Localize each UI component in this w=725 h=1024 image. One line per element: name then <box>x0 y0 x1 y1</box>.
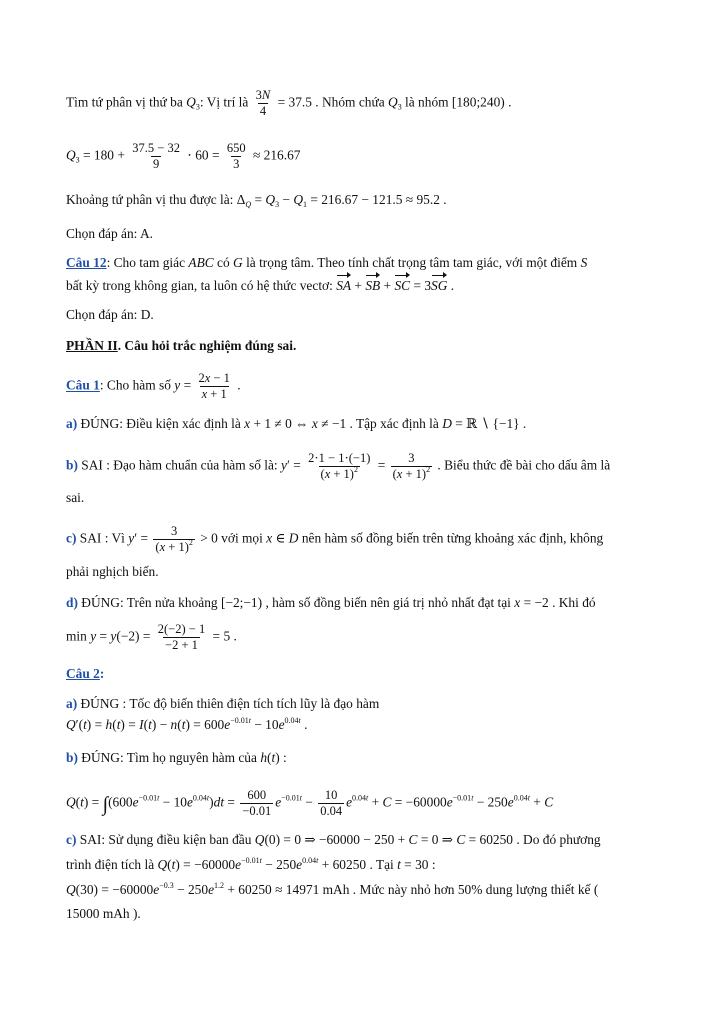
item-label: b) <box>66 457 78 473</box>
text-segment: Tìm tứ phân vị thứ ba <box>66 94 183 110</box>
text-segment: , hàm số đồng biến nên giá trị nhỏ nhất đạt tại <box>265 595 511 610</box>
text-segment: . Do đó phương <box>516 832 601 847</box>
fraction: $\frac{3N}{4}$ <box>255 88 271 118</box>
item-label: a) <box>66 696 78 711</box>
text-segment: bất kỳ trong không gian, ta luôn có hệ thức vectơ: <box>66 278 333 293</box>
text-segment: : Vị trí là <box>199 94 249 110</box>
text-segment: : Cho hàm số <box>99 377 171 393</box>
text-segment: SAI : Vì <box>79 530 125 546</box>
text-segment: Khoảng tứ phân vị thu được là: <box>66 192 234 207</box>
section-title: . Câu hỏi trắc nghiệm đúng sai. <box>117 338 297 353</box>
item-2c-line2: trình điện tích là $Q(t) = -60000e^{-0.01t} - 250e^{0.04t} + 60250$ . Tại t = 30 : <box>66 856 436 872</box>
item-1c-line2: phải nghịch biến. <box>66 564 159 579</box>
text-segment: ĐÚNG: Trên nửa khoảng <box>81 595 218 610</box>
text-segment: . Khi đó <box>552 595 596 610</box>
text-segment: : Cho tam giác <box>106 255 186 270</box>
question-12-line2: bất kỳ trong không gian, ta luôn có hệ thức vectơ: SA + SB + SC = 3SG . <box>66 278 455 293</box>
question-label: Câu 2 <box>66 666 100 681</box>
item-2a-formula: $Q'(t) = h(t) = I(t) - n(t) = 600e^{-0.01t} - 10e^{0.04t}$ . <box>66 716 308 732</box>
text-segment: SAI: Sử dụng điều kiện ban đầu <box>79 832 252 847</box>
text-segment: . Nhóm chứa <box>315 94 385 110</box>
item-1b-line2: sai. <box>66 490 85 505</box>
section-label: PHẦN II <box>66 338 118 353</box>
item-label: b) <box>66 750 78 765</box>
fraction: $\frac{2x - 1}{x + 1}$ <box>198 371 230 401</box>
text-segment: ĐÚNG: Điều kiện xác định là <box>80 416 241 431</box>
text-segment: . Mức này nhỏ hơn <box>352 882 455 897</box>
text-segment: . Tập xác định là <box>349 416 439 431</box>
text-segment: ĐÚNG: Tìm họ nguyên hàm của <box>81 750 257 765</box>
text-segment: với mọi <box>221 530 263 546</box>
item-2a <box>66 695 379 713</box>
fraction: $\frac{3}{(x + 1)^2}$ <box>155 524 193 554</box>
fraction: $\frac{600}{-0.01}$ <box>242 788 272 818</box>
text-segment: ĐÚNG : Tốc độ biến thiên điện tích tích lũy là đạo hàm <box>80 696 380 711</box>
text-segment: : <box>99 666 105 681</box>
item-label: c) <box>66 530 77 546</box>
text-segment: SAI : Đạo hàm chuẩn của hàm số là: <box>81 457 278 473</box>
text-segment: trình điện tích là <box>66 857 155 872</box>
item-2c-line3: $Q(30) = -60000e^{-0.3} - 250e^{1.2} + 60250 \approx 14971$ mAh . Mức này nhỏ hơn 50% dung lượng thiết kế ( <box>66 881 599 897</box>
text-segment: . Biểu thức đề bài cho dấu âm là <box>437 457 611 473</box>
fraction: $\frac{37.5 - 32}{9}$ <box>132 141 180 171</box>
q3-position-line: Tìm tứ phân vị thứ ba $Q_3$: Vị trí là $\frac{3N}{4}$ = 37.5 . Nhóm chứa $Q_3$ là nhóm [180;240) . <box>66 88 512 118</box>
iqr-line: Khoảng tứ phân vị thu được là: $\Delta_Q = Q_3 - Q_1 = 216.67 - 121.5 \approx 95.2$ . <box>66 192 447 209</box>
item-1c: c) SAI : Vì y′ = $\frac{3}{(x + 1)^2}$ > 0 với mọi x ∈ D nên hàm số đồng biến trên từng khoảng xác định, không <box>66 524 604 554</box>
item-2b-formula: $Q(t) = \int(600e^{-0.01t} - 10e^{0.04t})dt$ = $\frac{600}{-0.01}$ $e^{-0.01t}$ − $\frac{10}{0.04}$ $e^{0.04t} + C = -60000e^{-0.01t} - 250e^{0.04t} + C$ <box>66 788 554 818</box>
fraction: $\frac{10}{0.04}$ <box>320 788 343 818</box>
section-heading <box>66 337 296 355</box>
text-segment: dung lượng thiết kế ( <box>485 882 599 897</box>
item-1b: b) SAI : Đạo hàm chuẩn của hàm số là: y′ = $\frac{2\cdot 1 - 1\cdot(-1)}{(x + 1)^2}$ = $\frac{3}{(x + 1)^2}$ . Biểu thức đề bài cho dấu âm là <box>66 451 611 481</box>
question-label: Câu 12 <box>66 255 107 270</box>
question-12: Câu 12: Cho tam giác ABC có G là trọng tâm. Theo tính chất trọng tâm tam giác, với một điểm S <box>66 255 588 270</box>
item-2b: b) ĐÚNG: Tìm họ nguyên hàm của h(t) : <box>66 750 287 765</box>
item-1d: d) ĐÚNG: Trên nửa khoảng [−2;−1) , hàm số đồng biến nên giá trị nhỏ nhất đạt tại x = −2 . Khi đó <box>66 595 596 610</box>
answer-line: Chọn đáp án: A. <box>66 226 154 241</box>
text-segment: là nhóm [180;240) . <box>405 94 512 110</box>
question-2 <box>66 665 104 683</box>
answer-line: Chọn đáp án: D. <box>66 307 154 322</box>
item-1d-formula: min y = y(−2) = $\frac{2(-2) - 1}{-2 + 1}$ = 5 . <box>66 622 237 652</box>
item-label: d) <box>66 595 78 610</box>
item-1a: a) ĐÚNG: Điều kiện xác định là x + 1 ≠ 0 ⇔ x ≠ −1 . Tập xác định là D = ℝ ∖ {−1} . <box>66 416 527 431</box>
fraction: $\frac{3}{(x + 1)^2}$ <box>392 451 431 481</box>
fraction: $\frac{2(-2) - 1}{-2 + 1}$ <box>157 622 206 652</box>
fraction: $\frac{2\cdot 1 - 1\cdot(-1)}{(x + 1)^2}$ <box>308 451 371 481</box>
question-1: Câu 1: Cho hàm số y = $\frac{2x - 1}{x + 1}$ . <box>66 371 241 401</box>
text-segment: . Tại <box>369 857 394 872</box>
item-label: a) <box>66 416 78 431</box>
item-2c: c) SAI: Sử dụng điều kiện ban đầu Q(0) = 0 ⇒ −60000 − 250 + C = 0 ⇒ C = 60250 . Do đó phương <box>66 832 601 847</box>
text-segment: nên hàm số đồng biến trên từng khoảng xác định, không <box>301 530 604 546</box>
item-label: c) <box>66 832 77 847</box>
question-label: Câu 1 <box>66 377 100 393</box>
text-segment: là trọng tâm. Theo tính chất trọng tâm tam giác, với một điểm <box>246 255 578 270</box>
fraction: $\frac{650}{3}$ <box>226 141 246 171</box>
text-segment: có <box>217 255 230 270</box>
item-2c-line4: 15000 mAh ). <box>66 906 141 921</box>
q3-formula: $Q_3 = 180$ + $\frac{37.5 - 32}{9}$ ⋅ 60 = $\frac{650}{3}$ ≈ 216.67 <box>66 141 301 171</box>
